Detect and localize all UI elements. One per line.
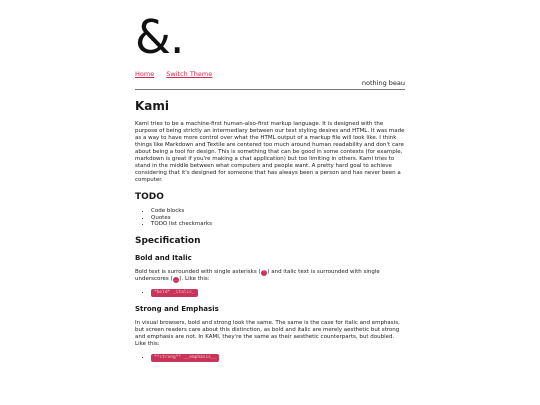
- header-divider: [135, 89, 405, 90]
- bold-italic-code: *bold* _italic_: [151, 289, 198, 297]
- underscore-code: _: [174, 277, 178, 283]
- article: [135, 100, 405, 362]
- list-item: [151, 287, 405, 297]
- list-item: • Code blocks: [151, 208, 405, 215]
- todo-heading: TODO: [135, 192, 164, 203]
- todo-list: [135, 208, 405, 228]
- bold-italic-heading: Bold and Italic: [135, 254, 192, 263]
- tagline: nothing beau: [361, 79, 405, 87]
- strong-emphasis-code: **strong** __emphasis__: [151, 354, 219, 362]
- bold-italic-example-list: [135, 287, 405, 297]
- article-title: Kami: [135, 99, 170, 113]
- bold-italic-text: [135, 269, 405, 283]
- list-item: • Quotes: [151, 215, 405, 222]
- nav-switch-theme-link[interactable]: Switch Theme: [166, 70, 213, 78]
- list-item: [151, 352, 405, 362]
- top-nav: [135, 70, 222, 78]
- nav-home-link[interactable]: Home: [135, 70, 155, 78]
- site-logo[interactable]: &.: [135, 10, 184, 64]
- article-intro: Kami tries to be a machine-first human-also-first markup language. It is designed with the purpose of being strictly an intermediary between our text styling desires and HTML. It was made as a way to have more control over what the HTML output of a markup file will look like. I think things like Markdown and Textile are centered too much around human readability and don't care about being a tool for design. This is something that can be good in some contexts (for example, markdown is great if you're making a chat application) but too limiting in others. Kami tries to stand in the middle between what computers and people want. A pretty hard goal to achieve considering that it's designed for someone that has always been a person and has never been a computer.: [135, 121, 405, 184]
- strong-emphasis-heading: Strong and Emphasis: [135, 305, 219, 314]
- asterisk-code: *: [262, 270, 266, 276]
- bold-italic-text-b: ) and italic text is surrounded with single underscores (: [135, 269, 380, 283]
- strong-emphasis-example-list: [135, 352, 405, 362]
- bold-italic-text-a: Bold text is surrounded with single asterisks (: [135, 269, 261, 276]
- list-item: • TODO list checkmarks: [151, 221, 405, 228]
- bold-italic-text-c: ). Like this:: [179, 276, 210, 283]
- spec-heading: Specification: [135, 235, 201, 246]
- strong-emphasis-text: In visual browsers, bold and strong look the same. The same is the case for italic and emphasis, but screen readers care about this distinction, as bold and italic are merely aesthetic but strong and emphasis are not. In KAMI, they're the same as their aesthetic counterparts, but doubled. Like this:: [135, 319, 400, 347]
